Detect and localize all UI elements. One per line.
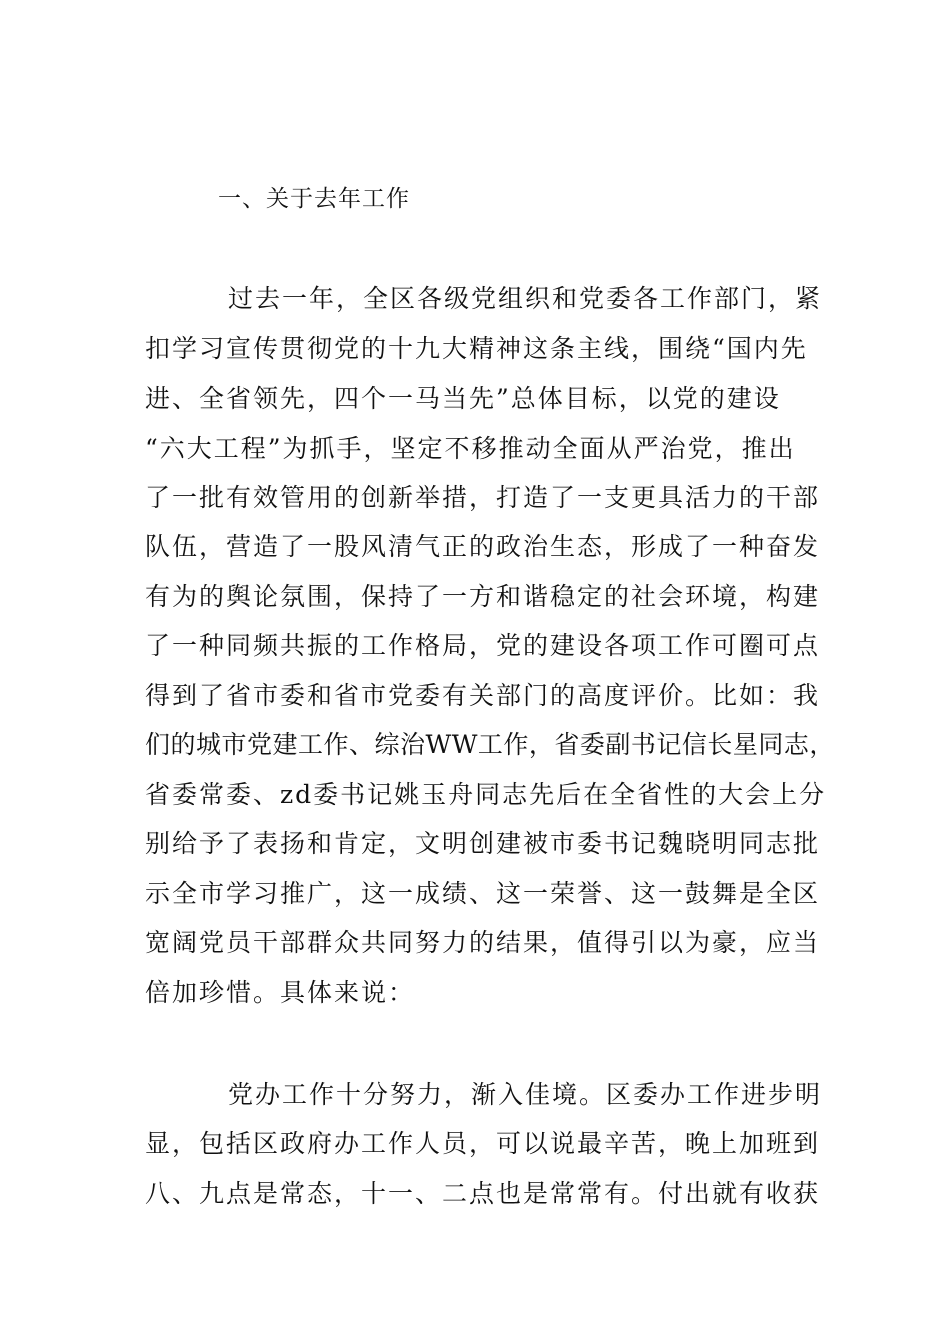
paragraph-line: 进、全省领先，四个一马当先”总体目标，以党的建设 [145, 384, 781, 413]
paragraph-line: 显，包括区政府办工作人员，可以说最辛苦，晚上加班到 [145, 1129, 821, 1158]
paragraph-line: “六大工程”为抓手，坚定不移推动全面从严治党，推出 [145, 434, 796, 463]
section-heading: 一、关于去年工作 [218, 186, 410, 212]
paragraph-line: 别给予了表扬和肯定，文明创建被市委书记魏晓明同志批 [145, 829, 821, 858]
paragraph-line: 扣学习宣传贯彻党的十九大精神这条主线，围绕“国内先 [145, 334, 808, 363]
paragraph-line: 有为的舆论氛围，保持了一方和谐稳定的社会环境，构建 [145, 582, 821, 611]
paragraph-line: 示全市学习推广，这一成绩、这一荣誉、这一鼓舞是全区 [145, 879, 821, 908]
paragraph-line: 过去一年，全区各级党组织和党委各工作部门，紧 [228, 284, 823, 313]
paragraph-line: 党办工作十分努力，渐入佳境。区委办工作进步明 [228, 1080, 823, 1109]
paragraph-line: 了一种同频共振的工作格局，党的建设各项工作可圈可点 [145, 631, 821, 660]
paragraph-line: 倍加珍惜。具体来说： [145, 978, 416, 1007]
paragraph-line: 们的城市党建工作、综治WW工作，省委副书记信长星同志， [145, 730, 835, 759]
paragraph-line: 得到了省市委和省市党委有关部门的高度评价。比如：我 [145, 681, 821, 710]
paragraph-line: 宽阔党员干部群众共同努力的结果，值得引以为豪，应当 [145, 928, 821, 957]
paragraph-line: 八、九点是常态，十一、二点也是常常有。付出就有收获 [145, 1179, 821, 1208]
paragraph-line: 了一批有效管用的创新举措，打造了一支更具活力的干部 [145, 483, 821, 512]
paragraph-line: 省委常委、zd委书记姚玉舟同志先后在全省性的大会上分 [145, 780, 827, 809]
paragraph-line: 队伍，营造了一股风清气正的政治生态，形成了一种奋发 [145, 532, 821, 561]
